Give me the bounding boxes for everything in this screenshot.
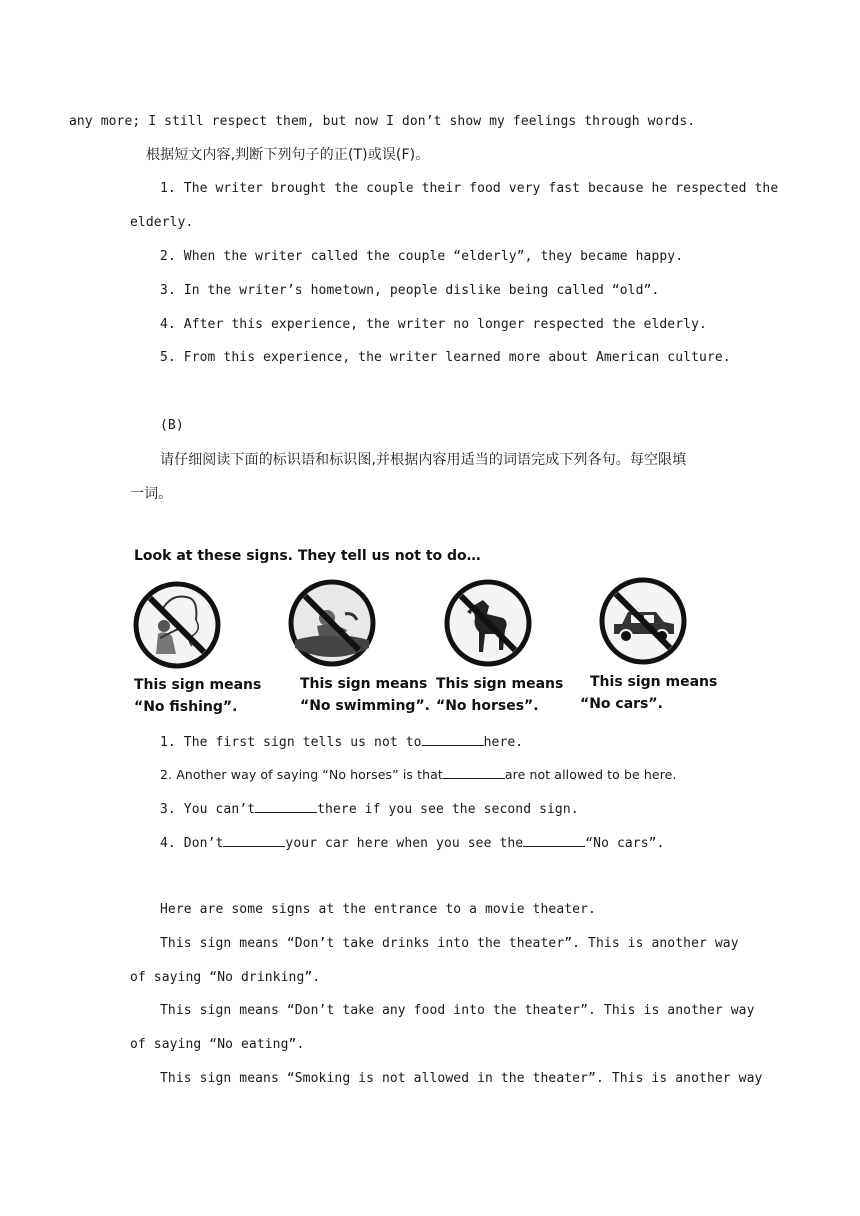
theater-sign-2-line-1: This sign means “Don’t take any food into the theater”. This is another way bbox=[160, 1003, 755, 1018]
sign-caption-swimming bbox=[300, 673, 430, 717]
fill-question-4-text: 4. Don’t bbox=[160, 836, 224, 851]
theater-sign-2-line-2: of saying “No eating”. bbox=[130, 1037, 305, 1052]
answer-blank[interactable] bbox=[223, 834, 285, 847]
question-2: 2. When the writer called the couple “elderly”, they became happy. bbox=[160, 249, 684, 264]
fill-question-4-text-mid: your car here when you see the bbox=[285, 836, 524, 851]
part-b-instruction-line-2: 一词。 bbox=[130, 486, 173, 502]
fill-question-2-text: 2. Another way of saying “No horses” is that bbox=[160, 767, 443, 782]
question-5: 5. From this experience, the writer learned more about American culture. bbox=[160, 350, 731, 365]
answer-blank[interactable] bbox=[422, 733, 484, 746]
fill-question-4 bbox=[160, 834, 665, 853]
fill-question-2-text-end: are not allowed to be here. bbox=[504, 767, 677, 782]
caption-prefix: This sign means bbox=[300, 676, 428, 692]
question-1-line-2: elderly. bbox=[130, 215, 194, 230]
fill-question-2 bbox=[160, 766, 677, 784]
theater-sign-1-line-1: This sign means “Don’t take drinks into the theater”. This is another way bbox=[160, 936, 739, 951]
answer-blank[interactable] bbox=[443, 766, 505, 779]
part-b-label: (B) bbox=[160, 418, 184, 433]
fill-question-3-text: 3. You can’t bbox=[160, 802, 256, 817]
caption-meaning: “No cars”. bbox=[580, 696, 663, 712]
part-a-instruction: 根据短文内容,判断下列句子的正(T)或误(F)。 bbox=[146, 147, 430, 163]
theater-sign-1-line-2: of saying “No drinking”. bbox=[130, 970, 321, 985]
part-b-instruction-line-1: 请仔细阅读下面的标识语和标识图,并根据内容用适当的词语完成下列各句。每空限填 bbox=[160, 452, 687, 468]
no-fishing-icon bbox=[132, 580, 222, 670]
sign-caption-fishing bbox=[134, 674, 261, 718]
question-4: 4. After this experience, the writer no longer respected the elderly. bbox=[160, 317, 707, 332]
sign-caption-cars bbox=[580, 671, 717, 715]
fill-question-1 bbox=[160, 733, 523, 752]
answer-blank[interactable] bbox=[255, 800, 317, 813]
caption-meaning: “No horses”. bbox=[436, 698, 539, 714]
signs-figure-title: Look at these signs. They tell us not to do… bbox=[134, 548, 481, 564]
passage-text: any more; I still respect them, but now I don’t show my feelings through words. bbox=[69, 114, 696, 129]
fill-question-3-text-end: there if you see the second sign. bbox=[317, 802, 579, 817]
fill-question-3 bbox=[160, 800, 579, 819]
theater-intro: Here are some signs at the entrance to a movie theater. bbox=[160, 902, 596, 917]
answer-blank[interactable] bbox=[523, 834, 585, 847]
fill-question-1-text-end: here. bbox=[483, 735, 524, 750]
no-swimming-icon bbox=[287, 578, 377, 668]
question-3: 3. In the writer’s hometown, people dislike being called “old”. bbox=[160, 283, 660, 298]
caption-prefix: This sign means bbox=[134, 677, 262, 693]
fill-question-4-text-end: “No cars”. bbox=[585, 836, 665, 851]
caption-meaning: “No swimming”. bbox=[300, 698, 430, 714]
fill-question-1-text: 1. The first sign tells us not to bbox=[160, 735, 422, 750]
caption-prefix: This sign means bbox=[590, 674, 718, 690]
theater-sign-3-line-1: This sign means “Smoking is not allowed in the theater”. This is another way bbox=[160, 1071, 763, 1086]
sign-caption-horses bbox=[436, 673, 563, 717]
caption-meaning: “No fishing”. bbox=[134, 699, 238, 715]
question-1-line-1: 1. The writer brought the couple their food very fast because he respected the bbox=[160, 181, 779, 196]
no-horses-icon bbox=[443, 578, 533, 668]
caption-prefix: This sign means bbox=[436, 676, 564, 692]
no-cars-icon bbox=[598, 576, 688, 666]
